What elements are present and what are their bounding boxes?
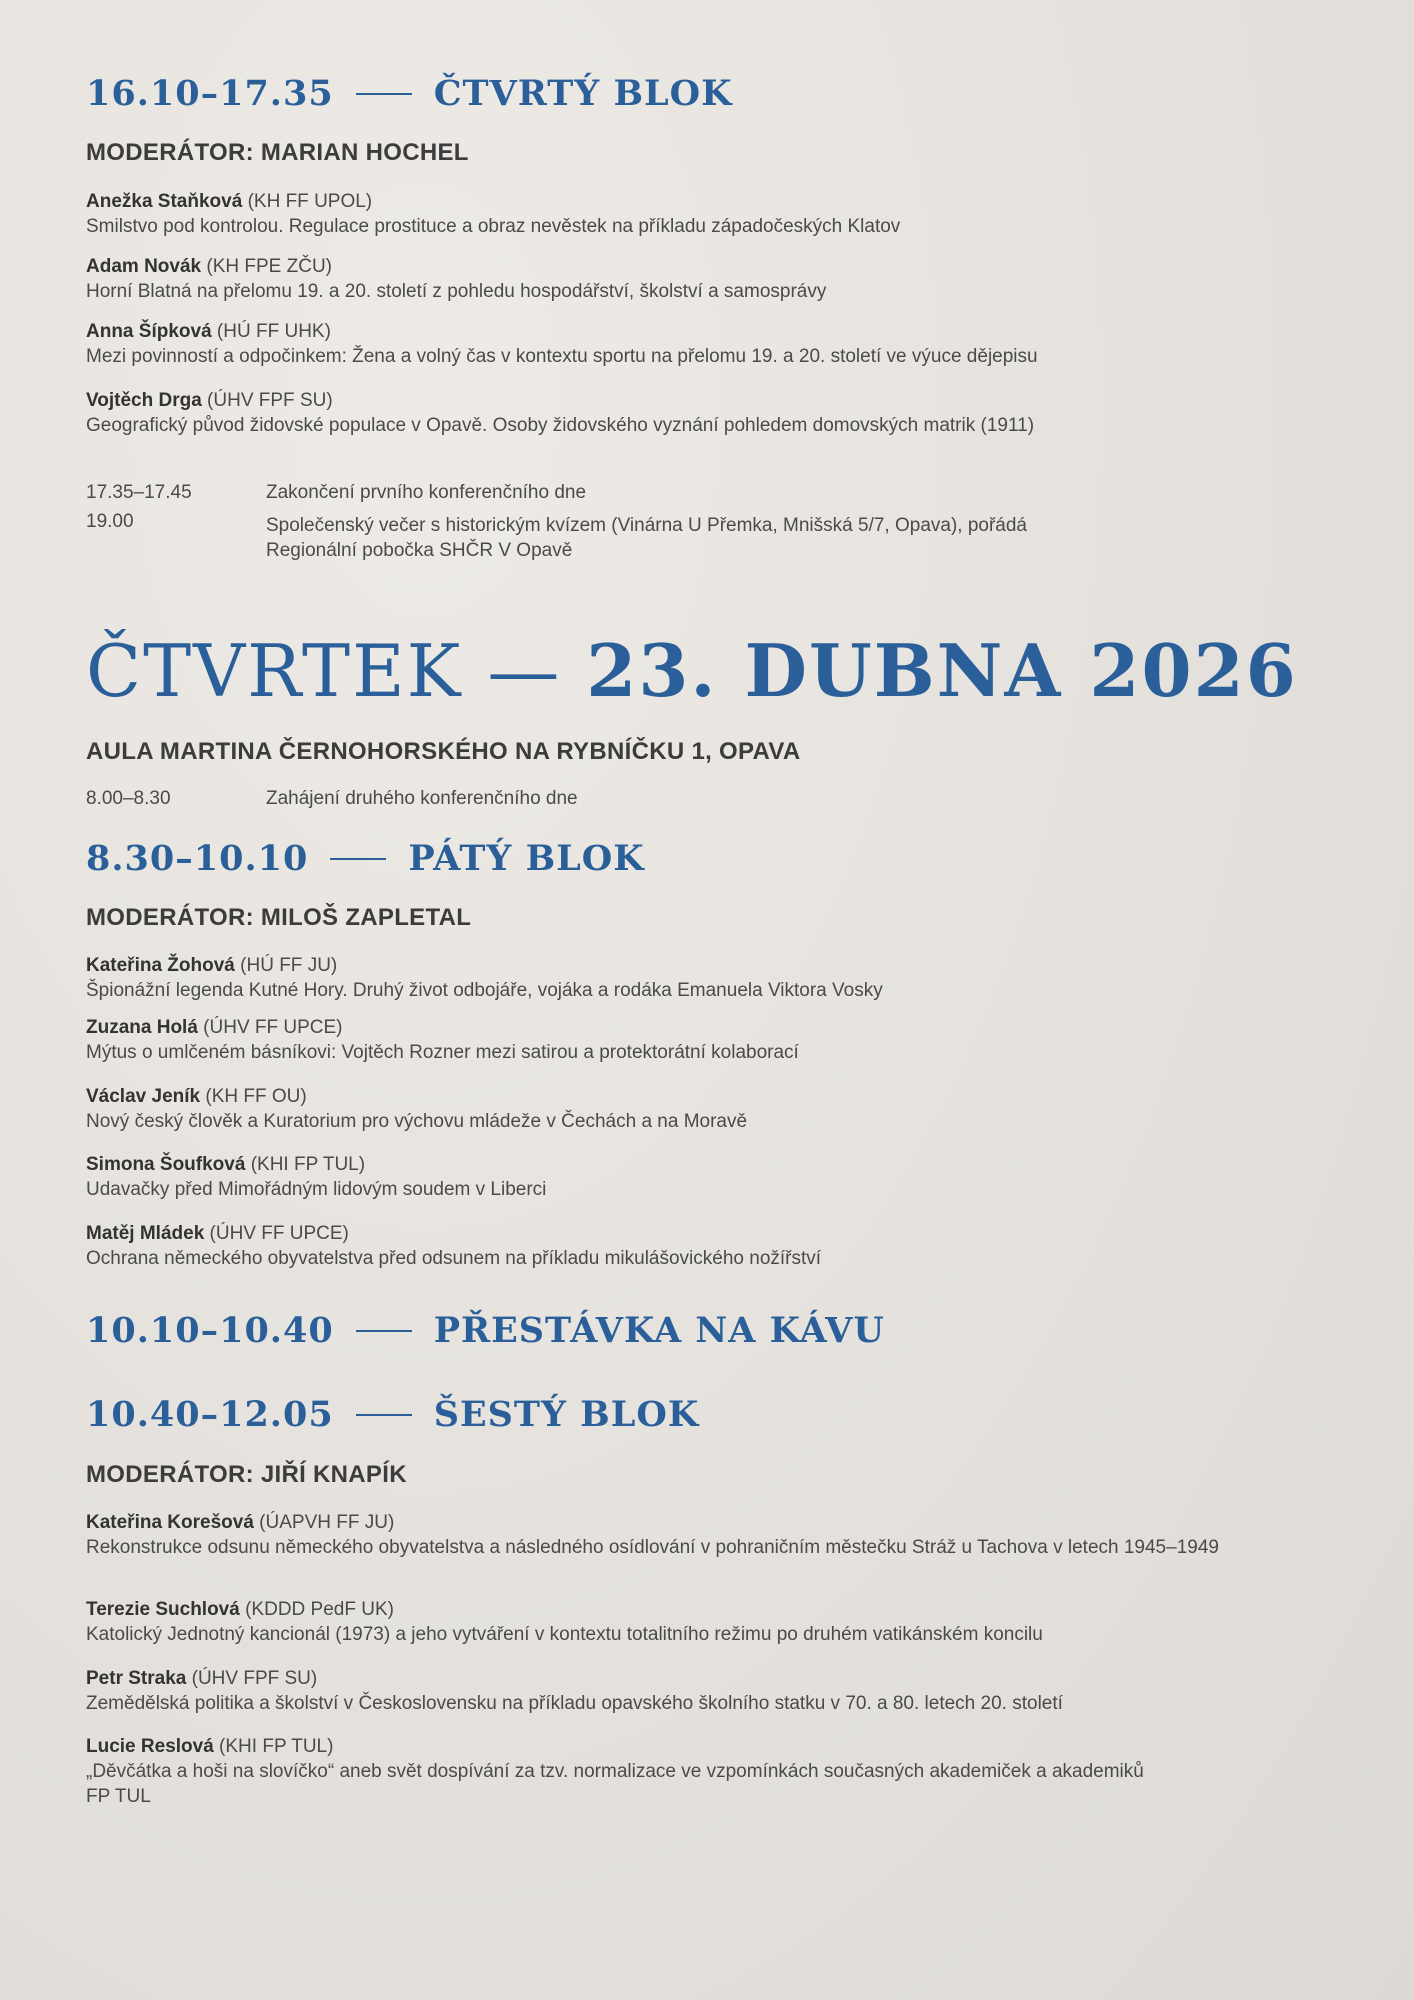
speaker-name: Kateřina Korešová: [86, 1512, 254, 1533]
block4-time: 16.10–17.35: [86, 73, 334, 114]
block5-title: PÁTÝ BLOK: [408, 838, 645, 879]
day-date: 23. DUBNA 2026: [586, 628, 1298, 713]
schedule-text: Zakončení prvního konferenčního dne: [266, 482, 587, 503]
speaker-affiliation: (ÚHV FPF SU): [186, 1668, 318, 1689]
speaker-affiliation: (HÚ FF JU): [234, 955, 338, 976]
schedule-time: 19.00: [86, 511, 134, 532]
day-heading: [86, 628, 1298, 713]
speaker-affiliation: (ÚHV FPF SU): [201, 390, 333, 411]
speaker-affiliation: (ÚHV FF UPCE): [204, 1223, 349, 1244]
schedule-row: [86, 480, 1236, 505]
speaker-name: Simona Šoufková: [86, 1154, 246, 1175]
speaker-affiliation: (KDDD PedF UK): [239, 1599, 394, 1620]
speaker-affiliation: (KH FF UPOL): [242, 191, 373, 212]
talk-title: Zemědělská politika a školství v Československu na příkladu opavského školního statku v 70. a 80. letech 20. století: [86, 1693, 1063, 1714]
block6-title: ŠESTÝ BLOK: [433, 1394, 700, 1435]
speaker-affiliation: (HÚ FF UHK): [211, 321, 331, 342]
talk-title: Horní Blatná na přelomu 19. a 20. století z pohledu hospodářství, školství a samosprávy: [86, 281, 827, 302]
schedule-text: Společenský večer s historickým kvízem (Vinárna U Přemka, Mnišská 5/7, Opava), pořádá Regionální pobočka SHČR V Opavě: [266, 515, 1027, 561]
block6-moderator: MODERÁTOR: JIŘÍ KNAPÍK: [86, 1461, 407, 1488]
talk-title: Mýtus o umlčeném básníkovi: Vojtěch Rozner mezi satirou a protektorátní kolaborací: [86, 1042, 799, 1063]
speaker-name: Vojtěch Drga: [86, 390, 202, 411]
talk-title: Smilstvo pod kontrolou. Regulace prostituce a obraz nevěstek na příkladu západočeských Klatov: [86, 216, 901, 237]
block5-time: 8.30–10.10: [86, 838, 309, 879]
heading-dash: [356, 93, 412, 95]
heading-dash: [356, 1330, 412, 1332]
block6-heading: [86, 1394, 699, 1435]
schedule-time: 17.35–17.45: [86, 482, 192, 503]
talk-title: Udavačky před Mimořádným lidovým soudem v Liberci: [86, 1179, 547, 1200]
speaker-name: Lucie Reslová: [86, 1736, 214, 1757]
talk-title: Rekonstrukce odsunu německého obyvatelstva a následného osídlování v pohraničním městečku Stráž u Tachova v letech 1945–1949: [86, 1537, 1219, 1558]
speaker-affiliation: (ÚHV FF UPCE): [197, 1017, 343, 1038]
speaker-affiliation: (KHI FP TUL): [245, 1154, 366, 1175]
talk-item: [86, 1221, 1266, 1271]
schedule-time: 8.00–8.30: [86, 788, 171, 809]
block4-moderator: MODERÁTOR: MARIAN HOCHEL: [86, 139, 469, 166]
day-dash: —: [487, 629, 562, 713]
talk-title: Geografický původ židovské populace v Opavě. Osoby židovského vyznání pohledem domovských matrik (1911): [86, 415, 1035, 436]
talk-item: [86, 189, 1266, 239]
break-heading: [86, 1310, 885, 1351]
block5-heading: [86, 838, 645, 879]
block4-title: ČTVRTÝ BLOK: [433, 73, 733, 114]
talk-item: [86, 319, 1286, 369]
talk-title: Ochrana německého obyvatelstva před odsunem na příkladu mikulášovického nožířství: [86, 1248, 822, 1269]
speaker-name: Petr Straka: [86, 1668, 187, 1689]
heading-dash: [330, 858, 386, 860]
block5-moderator: MODERÁTOR: MILOŠ ZAPLETAL: [86, 904, 472, 931]
talk-item: [86, 254, 1266, 304]
schedule-text: Zahájení druhého konferenčního dne: [266, 788, 578, 809]
block6-time: 10.40–12.05: [86, 1394, 334, 1435]
speaker-affiliation: (ÚAPVH FF JU): [253, 1512, 395, 1533]
speaker-affiliation: (KH FF OU): [200, 1086, 307, 1107]
speaker-name: Anna Šípková: [86, 321, 212, 342]
talk-item: [86, 388, 1286, 438]
speaker-name: Anežka Staňková: [86, 191, 243, 212]
talk-item: [86, 1084, 1266, 1134]
talk-item: [86, 1510, 1226, 1560]
talk-title: Nový český člověk a Kuratorium pro výchovu mládeže v Čechách a na Moravě: [86, 1111, 748, 1132]
speaker-affiliation: (KHI FP TUL): [213, 1736, 334, 1757]
break-title: PŘESTÁVKA NA KÁVU: [433, 1310, 885, 1351]
speaker-name: Terezie Suchlová: [86, 1599, 240, 1620]
speaker-name: Kateřina Žohová: [86, 955, 235, 976]
talk-title: „Děvčátka a hoši na slovíčko“ aneb svět dospívání za tzv. normalizace ve vzpomínkách současných akademiček a akademiků FP TUL: [86, 1761, 1144, 1807]
talk-item: [86, 953, 1266, 1003]
schedule-row: [86, 786, 1236, 811]
schedule-row: [86, 509, 1106, 563]
talk-item: [86, 1597, 1266, 1647]
talk-item: [86, 1734, 1146, 1809]
speaker-name: Zuzana Holá: [86, 1017, 198, 1038]
talk-title: Mezi povinností a odpočinkem: Žena a volný čas v kontextu sportu na přelomu 19. a 20. století ve výuce dějepisu: [86, 346, 1038, 367]
heading-dash: [356, 1414, 412, 1416]
day-weekday: ČTVRTEK: [86, 629, 463, 713]
speaker-name: Matěj Mládek: [86, 1223, 205, 1244]
talk-title: Katolický Jednotný kancionál (1973) a jeho vytváření v kontextu totalitního režimu po druhém vatikánském koncilu: [86, 1624, 1043, 1645]
venue-title: AULA MARTINA ČERNOHORSKÉHO NA RYBNÍČKU 1, OPAVA: [86, 738, 801, 765]
talk-item: [86, 1015, 1266, 1065]
talk-item: [86, 1666, 1266, 1716]
block4-heading: [86, 73, 733, 114]
break-time: 10.10–10.40: [86, 1310, 334, 1351]
speaker-name: Adam Novák: [86, 256, 202, 277]
talk-item: [86, 1152, 1266, 1202]
speaker-affiliation: (KH FPE ZČU): [201, 256, 332, 277]
talk-title: Špionážní legenda Kutné Hory. Druhý život odbojáře, vojáka a rodáka Emanuela Viktora Vosky: [86, 980, 883, 1001]
speaker-name: Václav Jeník: [86, 1086, 201, 1107]
